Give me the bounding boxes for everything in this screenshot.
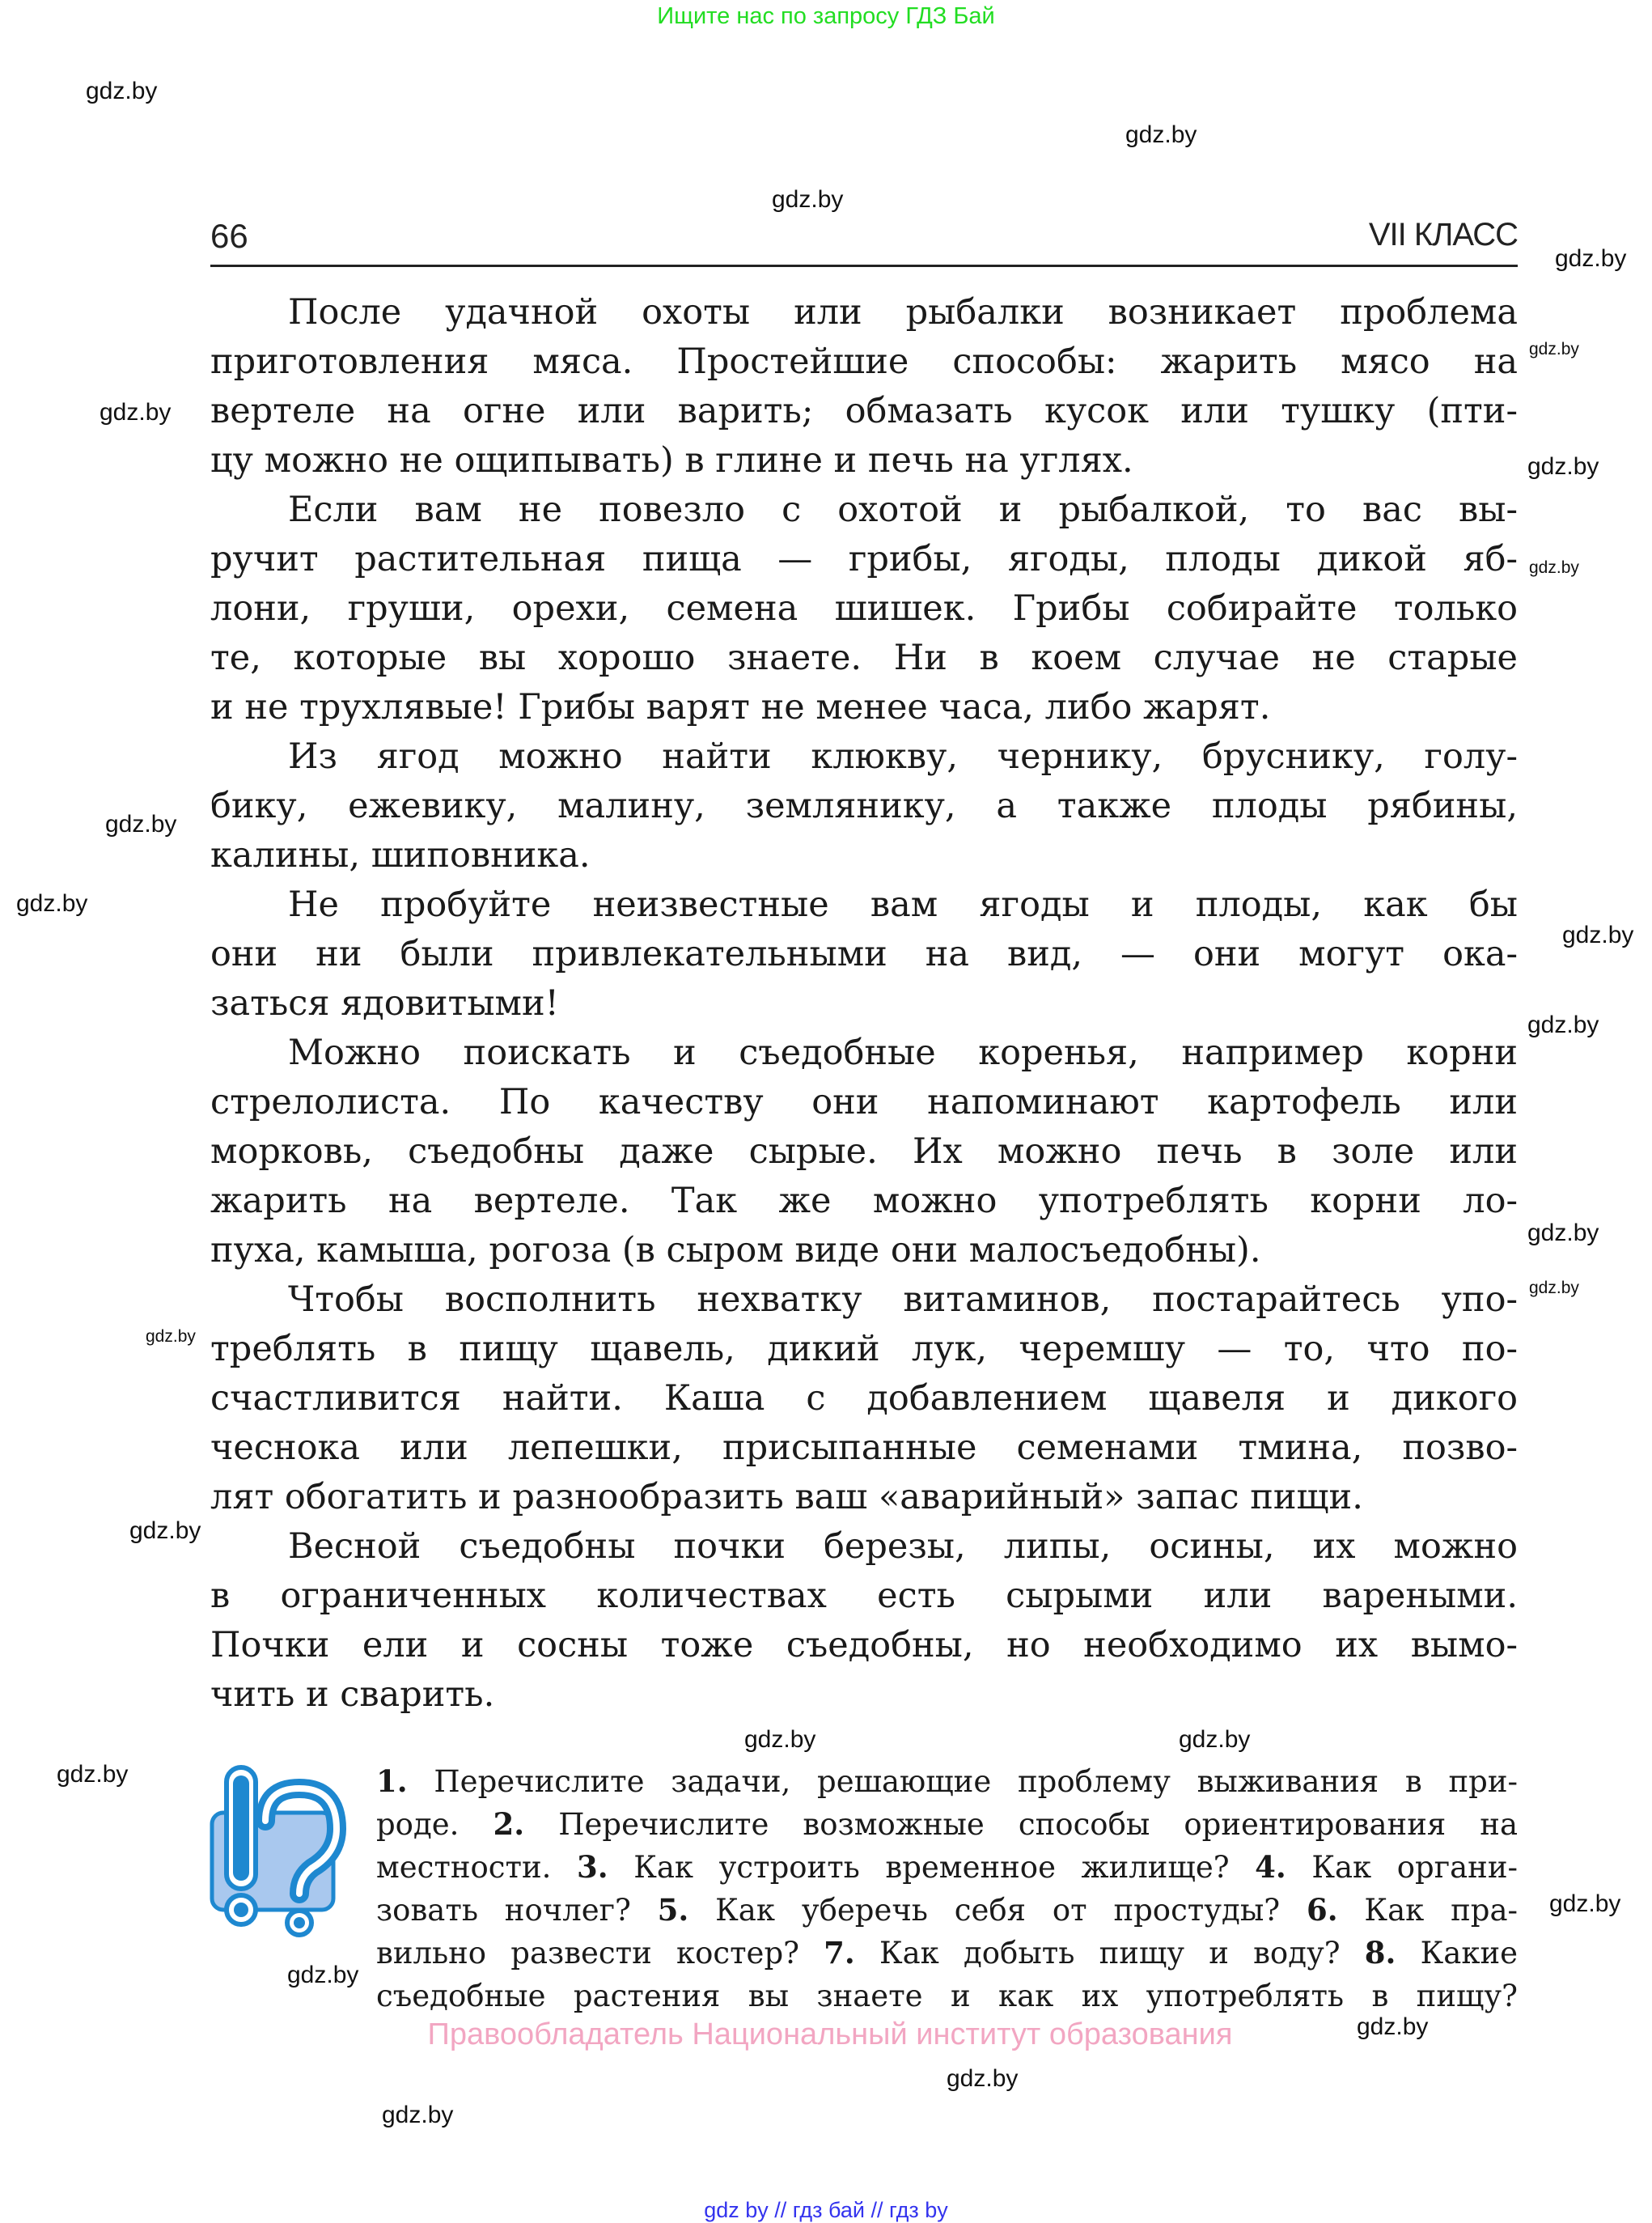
text-line: жарить на вертеле. Так же можно употреблять корни ло-: [210, 1181, 1518, 1221]
text-line: бику, ежевику, малину, землянику, а также плоды рябины,: [210, 786, 1518, 826]
review-questions: [376, 1760, 1518, 2017]
question-number: 5.: [657, 1892, 689, 1928]
watermark: gdz.by: [100, 399, 172, 426]
page-number: 66: [210, 217, 248, 255]
text-line: лони, груши, орехи, семена шишек. Грибы собирайте только: [210, 588, 1518, 629]
text-line: Почки ели и сосны тоже съедобны, но необходимо их вымо-: [210, 1625, 1518, 1665]
question-line: 1. Перечислите задачи, решающие проблему выживания в при-: [376, 1763, 1518, 1799]
text-line: заться ядовитыми!: [210, 983, 559, 1024]
watermark: gdz.by: [129, 1517, 201, 1544]
text-line: цу можно не ощипывать) в глине и печь на углях.: [210, 440, 1133, 481]
text-line: калины, шиповника.: [210, 835, 591, 876]
question-number: 8.: [1364, 1935, 1396, 1971]
question-line: зовать ночлег? 5. Как уберечь себя от простуды? 6. Как пра-: [376, 1892, 1518, 1928]
watermark: gdz.by: [947, 2065, 1019, 2092]
question-line: вильно развести костер? 7. Как добыть пищу и воду? 8. Какие: [376, 1935, 1518, 1971]
watermark: gdz.by: [1529, 1279, 1579, 1297]
question-line: местности. 3. Как устроить временное жилище? 4. Как органи-: [376, 1849, 1518, 1885]
question-number: 3.: [577, 1849, 608, 1885]
text-line: Если вам не повезло с охотой и рыбалкой, то вас вы-: [288, 490, 1518, 530]
watermark: gdz.by: [744, 1726, 816, 1753]
text-line: Не пробуйте неизвестные вам ягоды и плоды, как бы: [288, 885, 1518, 925]
watermark: gdz.by: [382, 2102, 454, 2128]
watermark: gdz.by: [772, 186, 844, 213]
watermark: gdz.by: [1527, 453, 1599, 480]
copyright-note: Правообладатель Национальный институт образования: [427, 2017, 1233, 2051]
body-text: [210, 288, 1518, 1720]
text-line: морковь, съедобны даже сырые. Их можно печь в золе или: [210, 1131, 1518, 1172]
text-line: пуха, камыша, рогоза (в сыром виде они малосъедобны).: [210, 1230, 1261, 1271]
watermark: gdz.by: [1527, 1012, 1599, 1038]
watermark: gdz.by: [16, 890, 88, 917]
question-line: съедобные растения вы знаете и как их употреблять в пищу?: [376, 1979, 1518, 2013]
watermark: gdz.by: [1527, 1220, 1599, 1246]
text-line: приготовления мяса. Простейшие способы: жарить мясо на: [210, 342, 1518, 382]
text-line: лят обогатить и разнообразить ваш «аварийный» запас пищи.: [210, 1477, 1363, 1517]
question-number: 4.: [1255, 1849, 1286, 1885]
watermark: gdz.by: [1125, 121, 1197, 148]
text-line: ручит растительная пища — грибы, ягоды, плоды дикой яб-: [210, 539, 1518, 579]
watermark: gdz.by: [57, 1761, 129, 1788]
watermark: gdz.by: [1562, 922, 1634, 948]
text-line: чить и сварить.: [210, 1674, 495, 1715]
text-line: Из ягод можно найти клюкву, чернику, бруснику, голу-: [288, 736, 1518, 777]
text-line: После удачной охоты или рыбалки возникает проблема: [288, 292, 1518, 333]
text-line: и не трухлявые! Грибы варят не менее часа, либо жарят.: [210, 687, 1271, 728]
question-number: 6.: [1306, 1892, 1338, 1928]
text-line: Весной съедобны почки березы, липы, осины, их можно: [288, 1526, 1518, 1567]
question-number: 7.: [824, 1935, 855, 1971]
question-number: 1.: [376, 1763, 408, 1799]
search-hint-banner: Ищите нас по запросу ГДЗ Бай: [657, 3, 995, 29]
text-line: чеснока или лепешки, присыпанные семенами тмина, позво-: [210, 1428, 1518, 1468]
watermark: gdz.by: [1357, 2013, 1429, 2040]
text-line: они ни были привлекательными на вид, — они могут ока-: [210, 934, 1518, 974]
text-line: треблять в пищу щавель, дикий лук, черемшу — то, что по-: [210, 1329, 1518, 1369]
header-divider: [210, 265, 1518, 267]
watermark: gdz.by: [287, 1962, 359, 1988]
question-line: роде. 2. Перечислите возможные способы ориентирования на: [376, 1806, 1518, 1842]
text-line: вертеле на огне или варить; обмазать кусок или тушку (пти-: [210, 391, 1518, 431]
bottom-links[interactable]: gdz by // гдз бай // гдз by: [704, 2198, 948, 2222]
watermark: gdz.by: [1179, 1726, 1251, 1753]
text-line: Чтобы восполнить нехватку витаминов, постарайтесь упо-: [288, 1279, 1518, 1320]
watermark: gdz.by: [1529, 340, 1579, 358]
watermark: gdz.by: [1555, 245, 1627, 272]
watermark: gdz.by: [1549, 1890, 1621, 1917]
text-line: Можно поискать и съедобные коренья, например корни: [288, 1033, 1518, 1073]
text-line: счастливится найти. Каша с добавлением щавеля и дикого: [210, 1378, 1518, 1419]
class-label: VII КЛАСС: [1368, 217, 1518, 252]
watermark: gdz.by: [105, 811, 177, 838]
watermark: gdz.by: [86, 78, 158, 104]
question-number: 2.: [493, 1806, 525, 1842]
text-line: стрелолиста. По качеству они напоминают картофель или: [210, 1082, 1518, 1122]
watermark: gdz.by: [146, 1327, 196, 1346]
exclamation-question-icon: [209, 1764, 346, 1938]
text-line: в ограниченных количествах есть сырыми или вареными.: [210, 1576, 1518, 1616]
text-line: те, которые вы хорошо знаете. Ни в коем случае не старые: [210, 638, 1518, 678]
watermark: gdz.by: [1529, 558, 1579, 577]
